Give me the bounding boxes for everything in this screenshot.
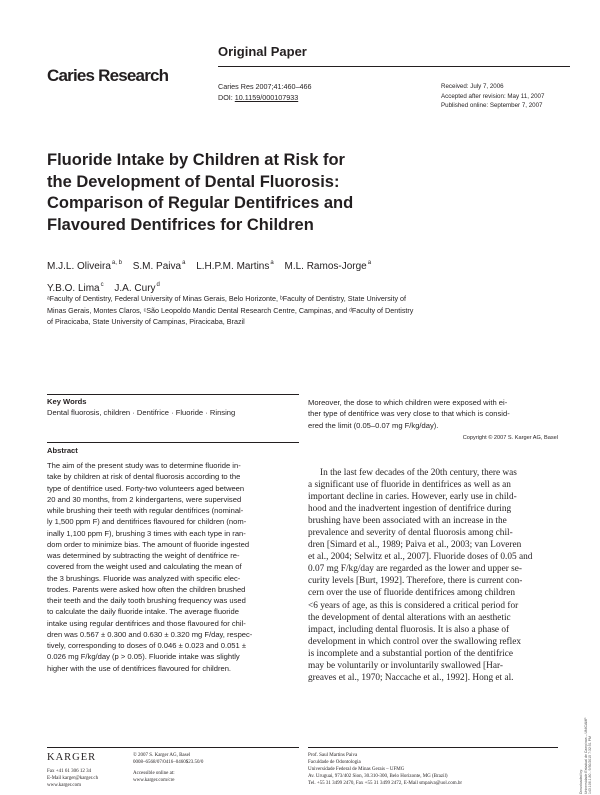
publisher-logo: KARGER [47, 752, 97, 763]
received-date: Received: July 7, 2006 [441, 83, 504, 90]
abstract-line: type of dentifrice used. Forty-two volunteers aged between [47, 483, 245, 493]
footer-copyright-line: © 2007 S. Karger AG, Basel [133, 753, 191, 758]
abstract-line: to calculate the daily fluoride intake. The average fluoride [47, 607, 239, 617]
abstract-line: inally 1,100 ppm F), brushing 3 times with each type in ran- [47, 528, 246, 538]
article-title [47, 150, 447, 236]
correspondence-address [308, 752, 558, 787]
abstract-line: ered the limit (0.05–0.07 mg F/kg/day). [308, 420, 439, 430]
intro-line: may be voluntarily or involuntarily swallowed [Har- [308, 660, 503, 671]
correspondence-line: Prof. Saul Martins Paiva [308, 753, 358, 758]
title-line: the Development of Dental Fluorosis: [47, 172, 340, 191]
abstract-line: ly 1,500 ppm F) and dentifrices flavoured for children (nom- [47, 517, 247, 527]
affiliations [47, 293, 577, 328]
download-stamp-line: Universidade Estadual de Campinas – UNICAMP [583, 717, 588, 794]
abstract-continued [308, 397, 558, 431]
abstract-line: trodes. Parents were asked how often the children brushed [47, 584, 246, 594]
abstract-line: take by children at risk of dental fluorosis according to the [47, 472, 241, 482]
correspondence-line: Tel. +55 31 3499 2470, Fax +55 31 3499 2472, E-Mail smpaiva@uol.com.br [308, 781, 463, 786]
intro-line: curity levels [Burt, 1992]. Therefore, there is current con- [308, 576, 523, 587]
footer-rule-left [47, 747, 299, 748]
abstract-line: covered from the weight used and calculating the mean of [47, 562, 242, 572]
keywords-text: Dental fluorosis, children · Dentifrice · Fluoride · Rinsing [47, 408, 236, 417]
footer-access-line: Accessible online at: [133, 771, 175, 776]
footer-copyright-line: 0008–6568/07/0416–0460$23.50/0 [133, 760, 204, 765]
author: L.H.P.M. Martins$^a$ [196, 260, 274, 272]
intro-line: important decline in caries. However, early use in child- [308, 492, 517, 503]
abstract-copyright: Copyright © 2007 S. Karger AG, Basel [462, 435, 558, 441]
footer-rule-right [308, 747, 558, 748]
intro-line: greaves et al., 1970; Naccache et al., 1992]. Hong et al. [308, 672, 514, 683]
publisher-contact-line: Fax +41 61 306 12 34 [47, 769, 92, 774]
download-stamp-line: Downloaded by: [579, 768, 583, 794]
abstract-rule [47, 442, 299, 443]
section-label: Original Paper [218, 44, 307, 59]
abstract-line: ther type of dentifrice was very close to that which is consid- [308, 409, 510, 419]
intro-line: brushing have been associated with an increase in the [308, 516, 507, 527]
intro-line: 0.07 mg F/kg/day are regarded as the lower and upper se- [308, 564, 523, 575]
intro-line: the development of dental alterations with an aesthetic [308, 612, 511, 623]
author: Y.B.O. Lima$^c$ [47, 282, 104, 294]
footer-copyright [133, 752, 293, 784]
published-date: Published online: September 7, 2007 [441, 102, 543, 109]
intro-line: development in which control over the swallowing reflex [308, 636, 521, 647]
abstract-line: Moreover, the dose to which children were exposed with ei- [308, 398, 508, 407]
doi-label: DOI: [218, 92, 235, 102]
abstract-line: dom order to minimize bias. The amount of fluoride ingested [47, 539, 250, 549]
intro-line: dren [Simard et al., 1989; Paiva et al., 2003; van Loveren [308, 540, 522, 551]
dates-block [441, 82, 544, 111]
footer-access-line[interactable]: www.karger.com/cre [133, 778, 175, 783]
abstract-line: dren was 0.567 ± 0.300 and 0.630 ± 0.320 mg F/day, respec- [47, 629, 253, 639]
intro-line: a significant use of fluoride in dentifrices as well as an [308, 480, 511, 491]
accepted-date: Accepted after revision: May 11, 2007 [441, 92, 545, 100]
keywords-rule [47, 394, 299, 395]
abstract-line: 0.026 mg F/kg/day (p > 0.05). Fluoride intake was slightly [47, 652, 240, 662]
title-line: Comparison of Regular Dentifrices and [47, 194, 354, 212]
author: S.M. Paiva$^a$ [132, 260, 186, 272]
correspondence-line: Faculdade de Odontologia [308, 760, 361, 765]
intro-line: <6 years of age, as this is considered a critical period for [308, 600, 519, 611]
affiliation-line: of Piracicaba, State University of Campinas, Piracicaba, Brazil [47, 317, 245, 326]
download-stamp [579, 717, 593, 794]
intro-line: In the last few decades of the 20th century, there was [320, 468, 517, 478]
intro-line: is incomplete and a substantial portion of the dentifrice [308, 648, 513, 659]
journal-name: Caries Research [47, 66, 169, 85]
abstract-body [47, 460, 299, 674]
abstract-line: the 3 brushings. Fluoride was analyzed with specific elec- [47, 573, 241, 583]
publisher-contact [47, 768, 98, 789]
doi-line [218, 93, 312, 104]
keywords-heading: Key Words [47, 397, 87, 406]
abstract-line: The aim of the present study was to determine fluoride in- [47, 461, 241, 470]
abstract-line: 20 and 30 months, from 2 kindergartens, were supervised [47, 494, 242, 504]
intro-line: et al., 2004; Selwitz et al., 2007]. Fluoride doses of 0.05 and [308, 552, 533, 563]
abstract-heading: Abstract [47, 446, 78, 455]
title-line: Flavoured Dentifrices for Children [47, 215, 314, 234]
intro-line: prevalence and severity of dental fluorosis among chil- [308, 528, 513, 539]
download-stamp-line: 143.106.1.80 - 9/30/2015 7:32:51 PM [588, 736, 593, 794]
abstract-line: higher with the use of dentifrices flavoured for children. [47, 663, 232, 673]
header-rule [218, 66, 570, 67]
author-row [47, 254, 447, 276]
citation-block [218, 82, 312, 103]
abstract-line: intake using regular dentifrices and those flavoured for chil- [47, 618, 246, 628]
citation: Caries Res 2007;41:460–466 [218, 82, 312, 91]
intro-line: impact, including dental fluorosis. It is also a phase of [308, 624, 510, 635]
doi-link[interactable]: 10.1159/000107933 [234, 92, 299, 102]
abstract-line: while brushing their teeth with regular dentifrices (nominal- [47, 506, 244, 515]
introduction-text [308, 467, 558, 684]
abstract-line: their teeth and the daily tooth brushing frequency was used [47, 596, 246, 605]
author: J.A. Cury$^d$ [114, 282, 160, 294]
abstract-line: tively, corresponding to doses of 0.046 ± 0.023 and 0.051 ± [47, 641, 247, 650]
author-list [47, 254, 447, 298]
author: M.L. Ramos-Jorge$^a$ [284, 260, 372, 272]
publisher-contact-line[interactable]: E-Mail karger@karger.ch [47, 776, 99, 781]
intro-line: hood and the inadvertent ingestion of dentifrice during [308, 504, 512, 515]
affiliation-line: ᵃFaculty of Dentistry, Federal University of Minas Gerais, Belo Horizonte, ᵇFaculty of Dentistry, State University of [47, 294, 407, 303]
author: M.J.L. Oliveira$^{a, b}$ [47, 260, 122, 272]
title-line: Fluoride Intake by Children at Risk for [47, 151, 345, 169]
affiliation-line: Minas Gerais, Montes Claros, ᶜSão Leopoldo Mandic Dental Research Centre, Campinas, and ᵈFaculty of Dentistry [47, 305, 414, 315]
abstract-line: was determined by subtracting the weight of dentifrice re- [47, 551, 240, 560]
correspondence-line: Universidade Federal de Minas Gerais – UFMG [308, 767, 405, 772]
publisher-contact-line[interactable]: www.karger.com [47, 783, 82, 788]
correspondence-line: Av. Uruguai, 973/402 Sion, 30.310-300, Belo Horizonte, MG (Brazil) [308, 774, 448, 779]
intro-line: cern over the use of fluoride dentifrices among children [308, 588, 516, 599]
